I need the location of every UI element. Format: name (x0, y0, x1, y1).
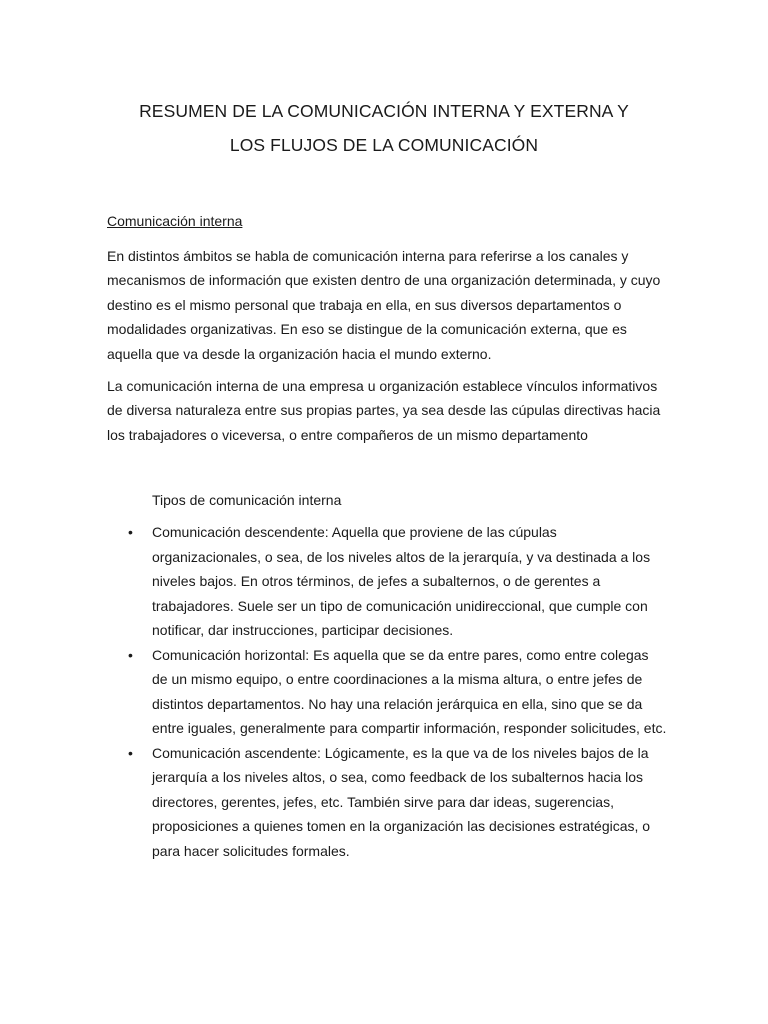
section-heading: Comunicación interna (107, 213, 243, 229)
document-title-line-1: RESUMEN DE LA COMUNICACIÓN INTERNA Y EXTERNA Y (139, 101, 629, 121)
document-title-line-2: LOS FLUJOS DE LA COMUNICACIÓN (229, 135, 539, 155)
bullet-icon: • (128, 646, 133, 663)
bullet-list (0, 520, 768, 863)
list-item (0, 643, 667, 741)
bullet-icon: • (128, 744, 133, 761)
list-item (0, 520, 667, 643)
list-item (0, 741, 667, 864)
list-item-text: Comunicación horizontal: Es aquella que se da entre pares, como entre colegas de un mismo equipo, o entre coordinaciones a la misma altura, o entre jefes de distintos departamentos. No hay una relación jerárquica en ella, sino que se da entre iguales, generalmente para compartir información, responder solicitudes, etc. (152, 646, 667, 736)
subheading: Tipos de comunicación interna (152, 492, 342, 508)
paragraph: La comunicación interna de una empresa u organización establece vínculos informativos de diversa naturaleza entre sus propias partes, ya sea desde las cúpulas directivas hacia los trabajadores o viceversa, o entre compañeros de un mismo departamento (107, 378, 661, 443)
bullet-icon: • (128, 524, 133, 540)
paragraph: En distintos ámbitos se habla de comunicación interna para referirse a los canales y mecanismos de información que existen dentro de una organización determinada, y cuyo destino es el mismo personal que trabaja en ella, en sus diversos departamentos o modalidades organizativas. En eso se distingue de la comunicación externa, que es aquella que va desde la organización hacia el mundo externo. (107, 248, 661, 362)
list-item-text: Comunicación descendente: Aquella que proviene de las cúpulas organizacionales, o sea, de los niveles altos de la jerarquía, y va destinada a los niveles bajos. En otros términos, de jefes a subalternos, o de gerentes a trabajadores. Suele ser un tipo de comunicación unidireccional, que cumple con notificar, dar instrucciones, participar decisiones. (152, 524, 651, 638)
list-item-text: Comunicación ascendente: Lógicamente, es la que va de los niveles bajos de la jerarquía a los niveles altos, o sea, como feedback de los subalternos hacia los directores, gerentes, jefes, etc. También sirve para dar ideas, sugerencias, proposiciones a quienes tomen en la organización las decisiones estratégicas, o para hacer solicitudes formales. (152, 744, 651, 859)
